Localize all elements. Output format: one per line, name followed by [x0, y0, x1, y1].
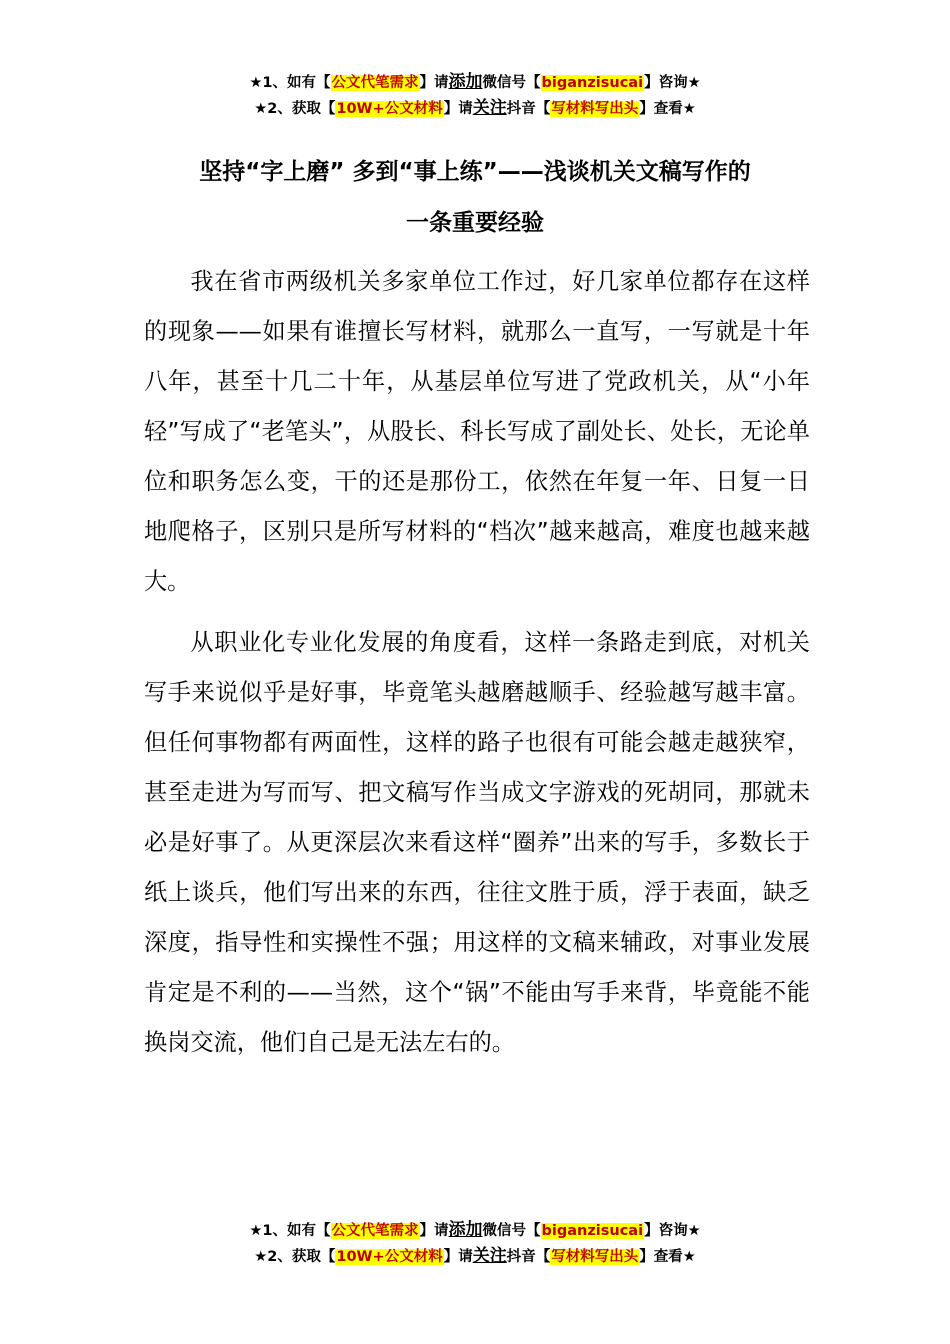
header-line-1-emphasis: 添加: [448, 72, 483, 92]
footer-banner: [0, 1218, 950, 1270]
header-line-2-emphasis: 关注: [472, 98, 507, 118]
footer-line-1-emphasis: 添加: [448, 1220, 483, 1240]
header-line-1-text-a: 】请: [419, 75, 449, 91]
footer-line-1-highlight-wechat: biganzisucai: [541, 1223, 644, 1239]
header-line-2-text-b: 抖音【: [506, 101, 551, 117]
document-title: [140, 147, 810, 249]
title-line-1: 坚持“字上磨” 多到“事上练”——浅谈机关文稿写作的: [199, 159, 751, 185]
header-line-1-suffix: 】咨询★: [644, 75, 701, 91]
footer-line-2-text-b: 抖音【: [506, 1249, 551, 1265]
paragraph-1: 我在省市两级机关多家单位工作过，好几家单位都存在这样的现象——如果有谁擅长写材料，就那么一直写，一写就是十年八年，甚至十几二十年，从基层单位写进了党政机关，从“小年轻”写成了“老笔头”，从股长、科长写成了副处长、处长，无论单位和职务怎么变，干的还是那份工，依然在年复一年、日复一日地爬格子，区别只是所写材料的“档次”越来越高，难度也越来越大。: [144, 268, 810, 595]
paragraph-2: 从职业化专业化发展的角度看，这样一条路走到底，对机关写手来说似乎是好事，毕竟笔头越磨越顺手、经验越写越丰富。但任何事物都有两面性，这样的路子也很有可能会越走越狭窄，甚至走进为写而写、把文稿写作当成文字游戏的死胡同，那就未必是好事了。从更深层次来看这样“圈养”出来的写手，多数长于纸上谈兵，他们写出来的东西，往往文胜于质，浮于表面，缺乏深度，指导性和实操性不强；用这样的文稿来辅政，对事业发展肯定是不利的——当然，这个“锅”不能由写手来背，毕竟能不能换岗交流，他们自己是无法左右的。: [144, 629, 810, 1056]
footer-line-1-text-a: 】请: [419, 1223, 449, 1239]
header-line-1-highlight-service: 公文代笔需求: [331, 75, 419, 91]
header-line-2-suffix: 】查看★: [639, 101, 696, 117]
header-banner: [0, 70, 950, 122]
header-line-2: [0, 96, 950, 122]
title-line-2: 一条重要经验: [406, 210, 544, 236]
footer-line-2-prefix: ★2、获取【: [254, 1249, 336, 1265]
header-line-2-text-a: 】请: [443, 101, 473, 117]
footer-line-1-prefix: ★1、如有【: [249, 1223, 331, 1239]
header-line-1-text-b: 微信号【: [482, 75, 541, 91]
document-body: [144, 257, 810, 1079]
footer-line-2-highlight-douyin: 写材料写出头: [551, 1249, 639, 1265]
footer-line-1-text-b: 微信号【: [482, 1223, 541, 1239]
footer-line-2-emphasis: 关注: [472, 1246, 507, 1266]
header-line-1: [0, 70, 950, 96]
header-line-2-highlight-materials: 10W+公文材料: [336, 101, 443, 117]
footer-line-1-suffix: 】咨询★: [644, 1223, 701, 1239]
header-line-2-highlight-douyin: 写材料写出头: [551, 101, 639, 117]
footer-line-2-highlight-materials: 10W+公文材料: [336, 1249, 443, 1265]
header-line-1-prefix: ★1、如有【: [249, 75, 331, 91]
header-line-2-prefix: ★2、获取【: [254, 101, 336, 117]
footer-line-1: [0, 1218, 950, 1244]
header-line-1-highlight-wechat: biganzisucai: [541, 75, 644, 91]
footer-line-2: [0, 1244, 950, 1270]
footer-line-2-text-a: 】请: [443, 1249, 473, 1265]
footer-line-2-suffix: 】查看★: [639, 1249, 696, 1265]
footer-line-1-highlight-service: 公文代笔需求: [331, 1223, 419, 1239]
